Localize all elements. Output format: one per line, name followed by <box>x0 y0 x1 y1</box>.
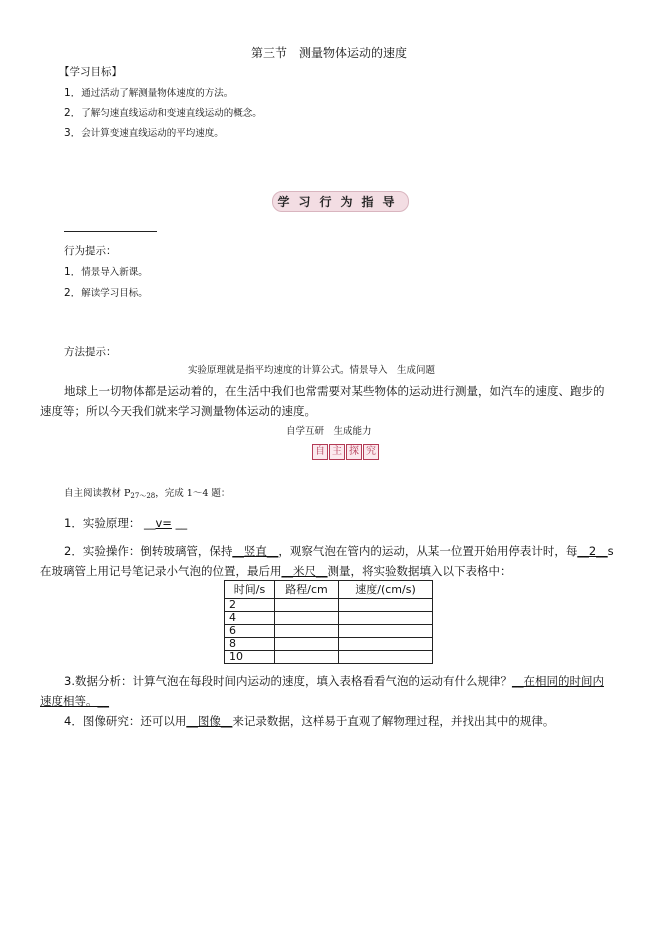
header-distance: 路程/cm <box>275 581 339 599</box>
cell-distance[interactable] <box>275 599 339 612</box>
badge-char: 究 <box>363 444 379 460</box>
data-table <box>224 580 433 664</box>
table-row <box>225 599 433 612</box>
cell-time: 6 <box>225 625 275 638</box>
goals-heading: 【学习目标】 <box>59 66 122 78</box>
table-header-row <box>225 581 433 599</box>
cell-time: 4 <box>225 612 275 625</box>
cell-time: 2 <box>225 599 275 612</box>
method-tip: 实验原理就是指平均速度的计算公式。情景导入 生成问题 <box>188 365 436 376</box>
goal-text: 通过活动了解测量物体速度的方法。 <box>81 88 234 99</box>
header-speed: 速度/(cm/s) <box>339 581 433 599</box>
answer-blank: __竖直__ <box>232 544 279 558</box>
goal-text: 了解匀速直线运动和变速直线运动的概念。 <box>81 108 262 119</box>
header-time: 时间/s <box>225 581 275 599</box>
cell-distance[interactable] <box>275 625 339 638</box>
cell-time: 8 <box>225 638 275 651</box>
behavior-number: 2． <box>64 287 82 299</box>
goal-number: 3． <box>64 127 82 139</box>
answer-blank: __图像__ <box>186 714 233 728</box>
cell-distance[interactable] <box>275 612 339 625</box>
question-label: 1．实验原理： <box>64 516 141 530</box>
blank: __ <box>175 516 188 530</box>
page-title: 第三节 测量物体运动的速度 <box>250 46 407 60</box>
cell-speed[interactable] <box>339 638 433 651</box>
goal-text: 会计算变速直线运动的平均速度。 <box>81 128 224 139</box>
cell-distance[interactable] <box>275 638 339 651</box>
question-4 <box>64 713 554 729</box>
goal-item <box>64 85 233 100</box>
cell-speed[interactable] <box>339 625 433 638</box>
cell-speed[interactable] <box>339 599 433 612</box>
reading-suffix: ，完成 1～4 题： <box>155 488 231 499</box>
answer-formula: v= <box>155 516 172 530</box>
intro-line: 地球上一切物体都是运动着的，在生活中我们也常需要对某些物体的运动进行测量，如汽车的速度、跑步的 <box>64 384 605 398</box>
behavior-heading: 行为提示： <box>64 245 117 257</box>
behavior-number: 1． <box>64 266 82 278</box>
answer-continuation: 速度相等。__ <box>40 694 109 708</box>
question-text: 4．图像研究：还可以用 <box>64 714 187 728</box>
badge-char: 探 <box>346 444 362 460</box>
answer-blank: __2__ <box>577 544 608 558</box>
question-text: 来记录数据，这样易于直观了解物理过程，并找出其中的规律。 <box>232 714 555 728</box>
question-3-line <box>64 673 604 689</box>
goal-number: 1． <box>64 87 82 99</box>
banner-text: 学习行为指导 <box>277 195 404 209</box>
table-row <box>225 651 433 664</box>
question-2-line <box>40 563 512 579</box>
goal-number: 2． <box>64 107 82 119</box>
reading-pages: 27～28 <box>130 492 156 500</box>
cell-time: 10 <box>225 651 275 664</box>
goal-item <box>64 105 262 120</box>
section-subtitle: 自学互研 生成能力 <box>286 426 372 437</box>
reading-prefix: 自主阅读教材 P <box>64 488 131 499</box>
question-2-line <box>64 543 614 559</box>
question-1 <box>64 515 187 531</box>
question-text: 3.数据分析：计算气泡在每段时间内运动的速度，填入表格看看气泡的运动有什么规律？ <box>64 674 512 688</box>
answer-blank: __在相同的时间内 <box>511 674 604 688</box>
method-heading: 方法提示： <box>64 346 117 358</box>
behavior-text: 情景导入新课。 <box>81 267 148 278</box>
question-text: 2．实验操作：倒转玻璃管，保持 <box>64 544 233 558</box>
intro-line: 速度等；所以今天我们就来学习测量物体运动的速度。 <box>40 404 316 418</box>
cell-speed[interactable] <box>339 612 433 625</box>
question-text: s <box>607 544 614 558</box>
behavior-text: 解读学习目标。 <box>81 288 148 299</box>
behavior-item <box>64 285 148 300</box>
section-banner <box>272 191 409 212</box>
answer-blank: __米尺__ <box>281 564 328 578</box>
table-row <box>225 638 433 651</box>
blank: __ <box>143 516 156 530</box>
self-study-badge <box>312 444 379 459</box>
cell-distance[interactable] <box>275 651 339 664</box>
badge-char: 主 <box>329 444 345 460</box>
question-text: ，观察气泡在管内的运动，从某一位置开始用停表计时，每 <box>278 544 578 558</box>
divider <box>64 231 157 232</box>
reading-instruction <box>64 485 230 501</box>
question-text: 测量，将实验数据填入以下表格中： <box>327 564 512 578</box>
table-row <box>225 625 433 638</box>
goal-item <box>64 125 224 140</box>
cell-speed[interactable] <box>339 651 433 664</box>
table-row <box>225 612 433 625</box>
behavior-item <box>64 264 148 279</box>
question-text: 在玻璃管上用记号笔记录小气泡的位置，最后用 <box>40 564 282 578</box>
badge-char: 自 <box>312 444 328 460</box>
